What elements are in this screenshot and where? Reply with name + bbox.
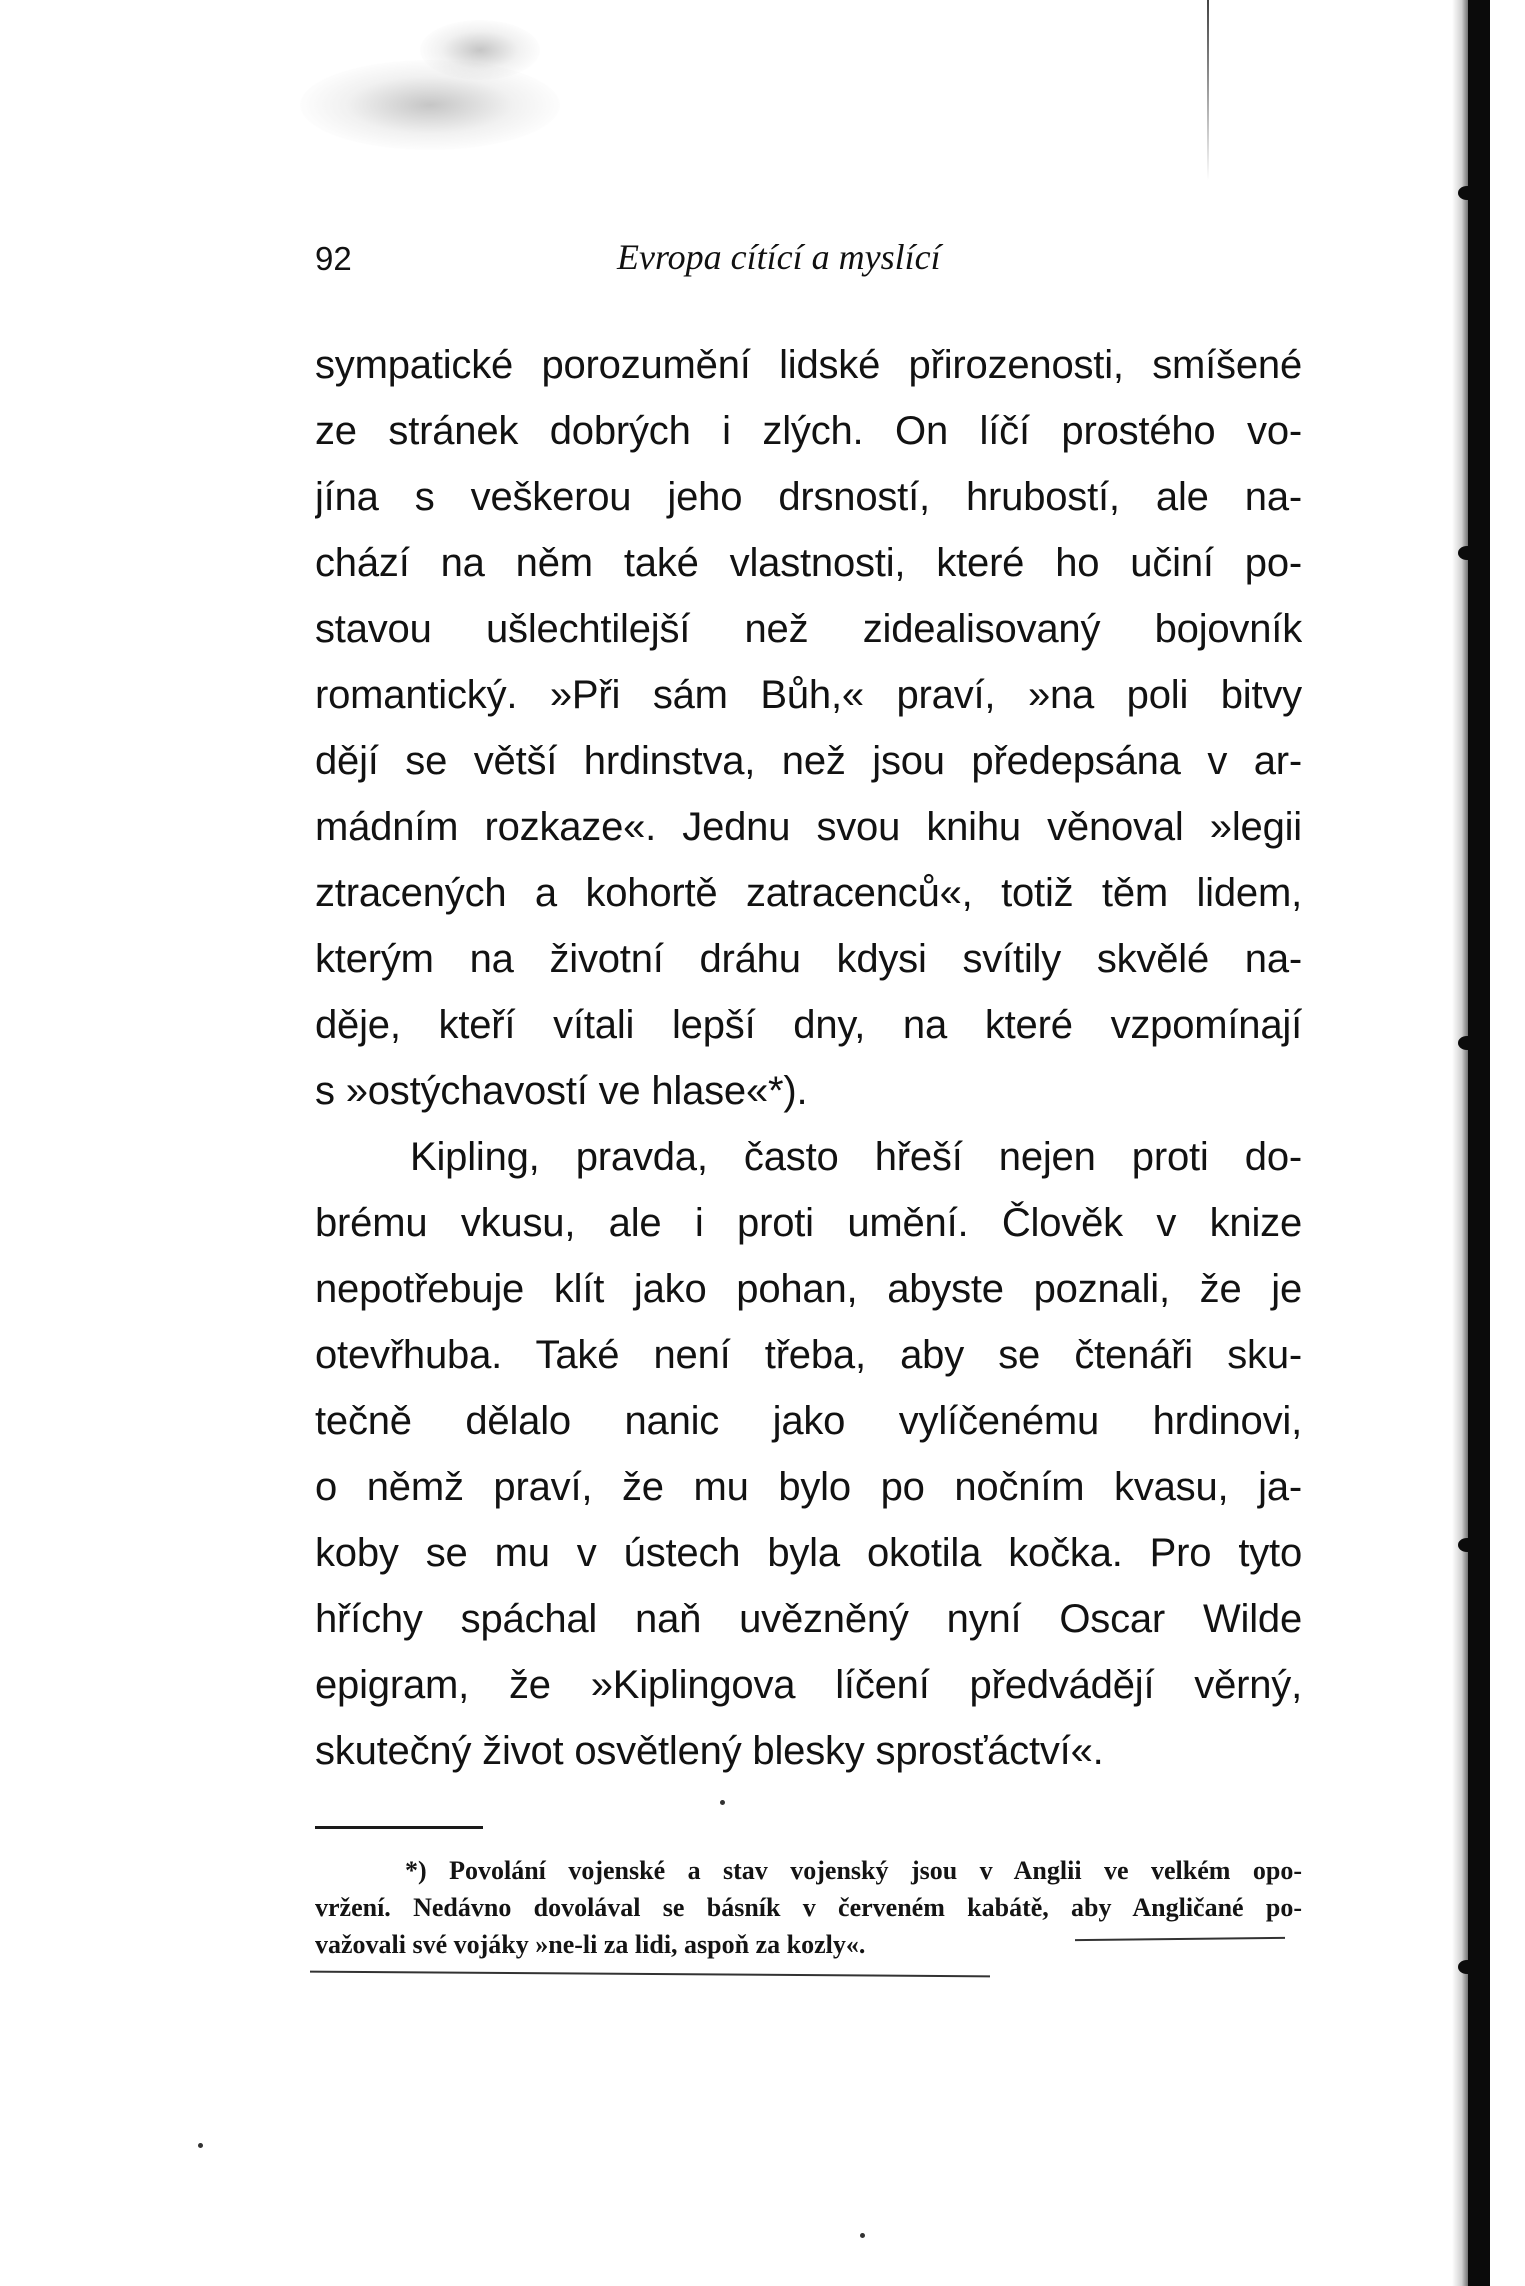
fold-line xyxy=(1207,0,1209,180)
text-line: chází na něm také vlastnosti, které ho učiní po- xyxy=(315,541,1302,585)
page-edge-shadow xyxy=(1452,0,1468,2286)
body-text xyxy=(315,332,1302,1784)
text-line: romantický. »Při sám Bůh,« praví, »na poli bitvy xyxy=(315,673,1302,717)
stain-mark xyxy=(420,20,540,80)
stain-mark xyxy=(300,60,560,150)
footnote xyxy=(315,1852,1302,1963)
edge-nick xyxy=(1458,1960,1476,1974)
ink-speck xyxy=(860,2233,865,2238)
text-line: sympatické porozumění lidské přirozenosti, smíšené xyxy=(315,343,1302,387)
text-line: ze stránek dobrých i zlých. On líčí prostého vo- xyxy=(315,409,1302,453)
page-number: 92 xyxy=(315,240,352,277)
pen-underline xyxy=(310,1971,990,1978)
edge-nick xyxy=(1458,546,1476,560)
edge-nick xyxy=(1458,1538,1476,1552)
text-line: brému vkusu, ale i proti umění. Člověk v knize xyxy=(315,1201,1302,1245)
text-line: dějí se větší hrdinstva, než jsou předepsána v ar- xyxy=(315,739,1302,783)
text-line: jína s veškerou jeho drsností, hrubostí, ale na- xyxy=(315,475,1302,519)
footnote-line: vržení. Nedávno dovolával se básník v červeném kabátě, aby Angličané po- xyxy=(315,1893,1302,1922)
footnote-line: važovali své vojáky »ne-li za lidi, aspoň za kozly«. xyxy=(315,1930,866,1959)
text-line: mádním rozkaze«. Jednu svou knihu věnoval »legii xyxy=(315,805,1302,849)
text-line: stavou ušlechtilejší než zidealisovaný bojovník xyxy=(315,607,1302,651)
page-title: Evropa cítící a myslící xyxy=(617,237,941,277)
text-line: otevřhuba. Také není třeba, aby se čtenáři sku- xyxy=(315,1333,1302,1377)
ink-speck xyxy=(720,1800,725,1805)
text-line: ztracených a kohortě zatracenců«, totiž těm lidem, xyxy=(315,871,1302,915)
text-line: kterým na životní dráhu kdysi svítily skvělé na- xyxy=(315,937,1302,981)
page-edge xyxy=(1468,0,1490,2286)
text-line: děje, kteří vítali lepší dny, na které vzpomínají xyxy=(315,1003,1302,1047)
text-line: s »ostýchavostí ve hlase«*). xyxy=(315,1069,808,1113)
text-line: o němž praví, že mu bylo po nočním kvasu, ja- xyxy=(315,1465,1302,1509)
text-line: hříchy spáchal naň uvězněný nyní Oscar Wilde xyxy=(315,1597,1302,1641)
edge-nick xyxy=(1458,186,1476,200)
paragraph-start-line: Kipling, pravda, často hřeší nejen proti do- xyxy=(410,1135,1302,1179)
footnote-divider xyxy=(315,1826,483,1829)
edge-nick xyxy=(1458,1036,1476,1050)
text-line: epigram, že »Kiplingova líčení předvádějí věrný, xyxy=(315,1663,1302,1707)
footnote-line: *) Povolání vojenské a stav vojenský jsou v Anglii ve velkém opo- xyxy=(405,1856,1302,1885)
ink-speck xyxy=(198,2143,203,2148)
text-line: nepotřebuje klít jako pohan, abyste poznali, že je xyxy=(315,1267,1302,1311)
text-line: koby se mu v ústech byla okotila kočka. Pro tyto xyxy=(315,1531,1302,1575)
text-line: tečně dělalo nanic jako vylíčenému hrdinovi, xyxy=(315,1399,1302,1443)
text-line: skutečný život osvětlený blesky sprosťáctví«. xyxy=(315,1729,1104,1773)
running-head xyxy=(315,236,1015,286)
